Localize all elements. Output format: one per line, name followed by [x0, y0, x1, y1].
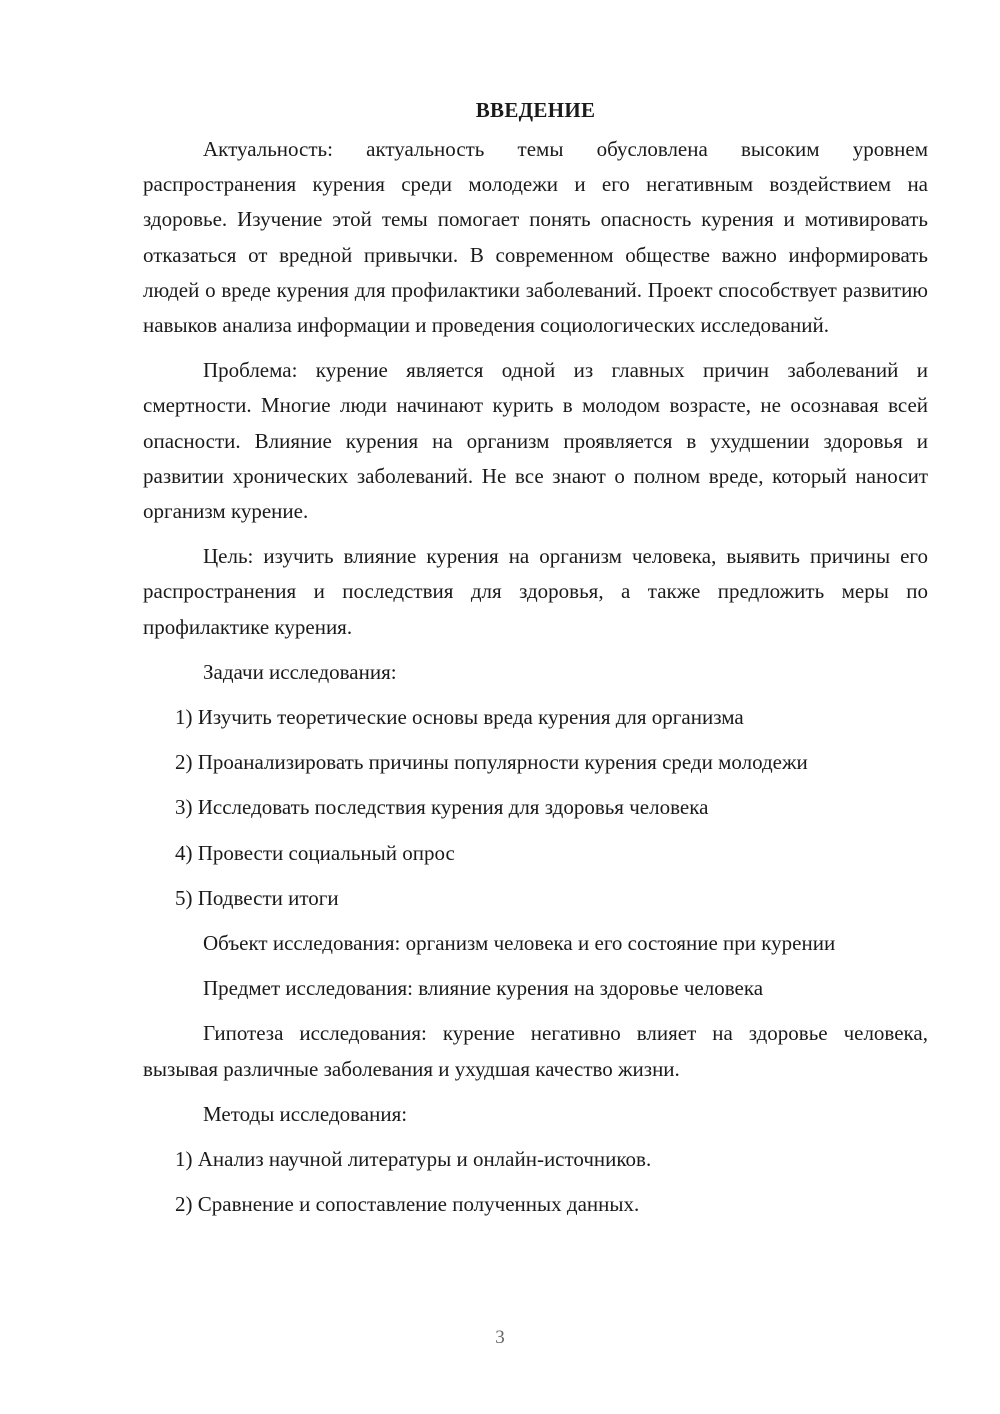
relevance-paragraph: Актуальность: актуальность темы обусловлена высоким уровнем распространения курения среди молодежи и его негативным воздействием на здоровье. Изучение этой темы помогает понять опасность курения и мотивировать отказаться от вредной привычки. В современном обществе важно информировать людей о вреде курения для профилактики заболеваний. Проект способствует развитию навыков анализа информации и проведения социологических исследований.: [143, 137, 928, 338]
tasks-heading: Задачи исследования:: [203, 659, 397, 684]
method-item-2: 2) Сравнение и сопоставление полученных данных.: [175, 1192, 640, 1217]
task-item-3: 3) Исследовать последствия курения для здоровья человека: [175, 795, 709, 820]
page-number: 3: [495, 1327, 505, 1348]
hypothesis-paragraph: Гипотеза исследования: курение негативно влияет на здоровье человека, вызывая различные заболевания и ухудшая качество жизни.: [143, 1021, 928, 1081]
task-item-4: 4) Провести социальный опрос: [175, 840, 455, 865]
section-title: ВВЕДЕНИЕ: [475, 98, 596, 122]
methods-heading: Методы исследования:: [203, 1101, 408, 1126]
document-page: [143, 90, 928, 1232]
problem-paragraph: Проблема: курение является одной из главных причин заболеваний и смертности. Многие люди начинают курить в молодом возрасте, не осознавая всей опасности. Влияние курения на организм проявляется в ухудшении здоровья и развитии хронических заболеваний. Не все знают о полном вреде, который наносит организм курение.: [143, 358, 928, 524]
object-paragraph: Объект исследования: организм человека и его состояние при курении: [203, 931, 836, 956]
task-item-2: 2) Проанализировать причины популярности курения среди молодежи: [175, 750, 808, 775]
goal-paragraph: Цель: изучить влияние курения на организм человека, выявить причины его распространения и последствия для здоровья, а также предложить меры по профилактике курения.: [143, 544, 928, 639]
task-item-5: 5) Подвести итоги: [175, 885, 339, 910]
task-item-1: 1) Изучить теоретические основы вреда курения для организма: [175, 705, 744, 730]
method-item-1: 1) Анализ научной литературы и онлайн-источников.: [175, 1147, 652, 1172]
subject-paragraph: Предмет исследования: влияние курения на здоровье человека: [203, 976, 764, 1001]
